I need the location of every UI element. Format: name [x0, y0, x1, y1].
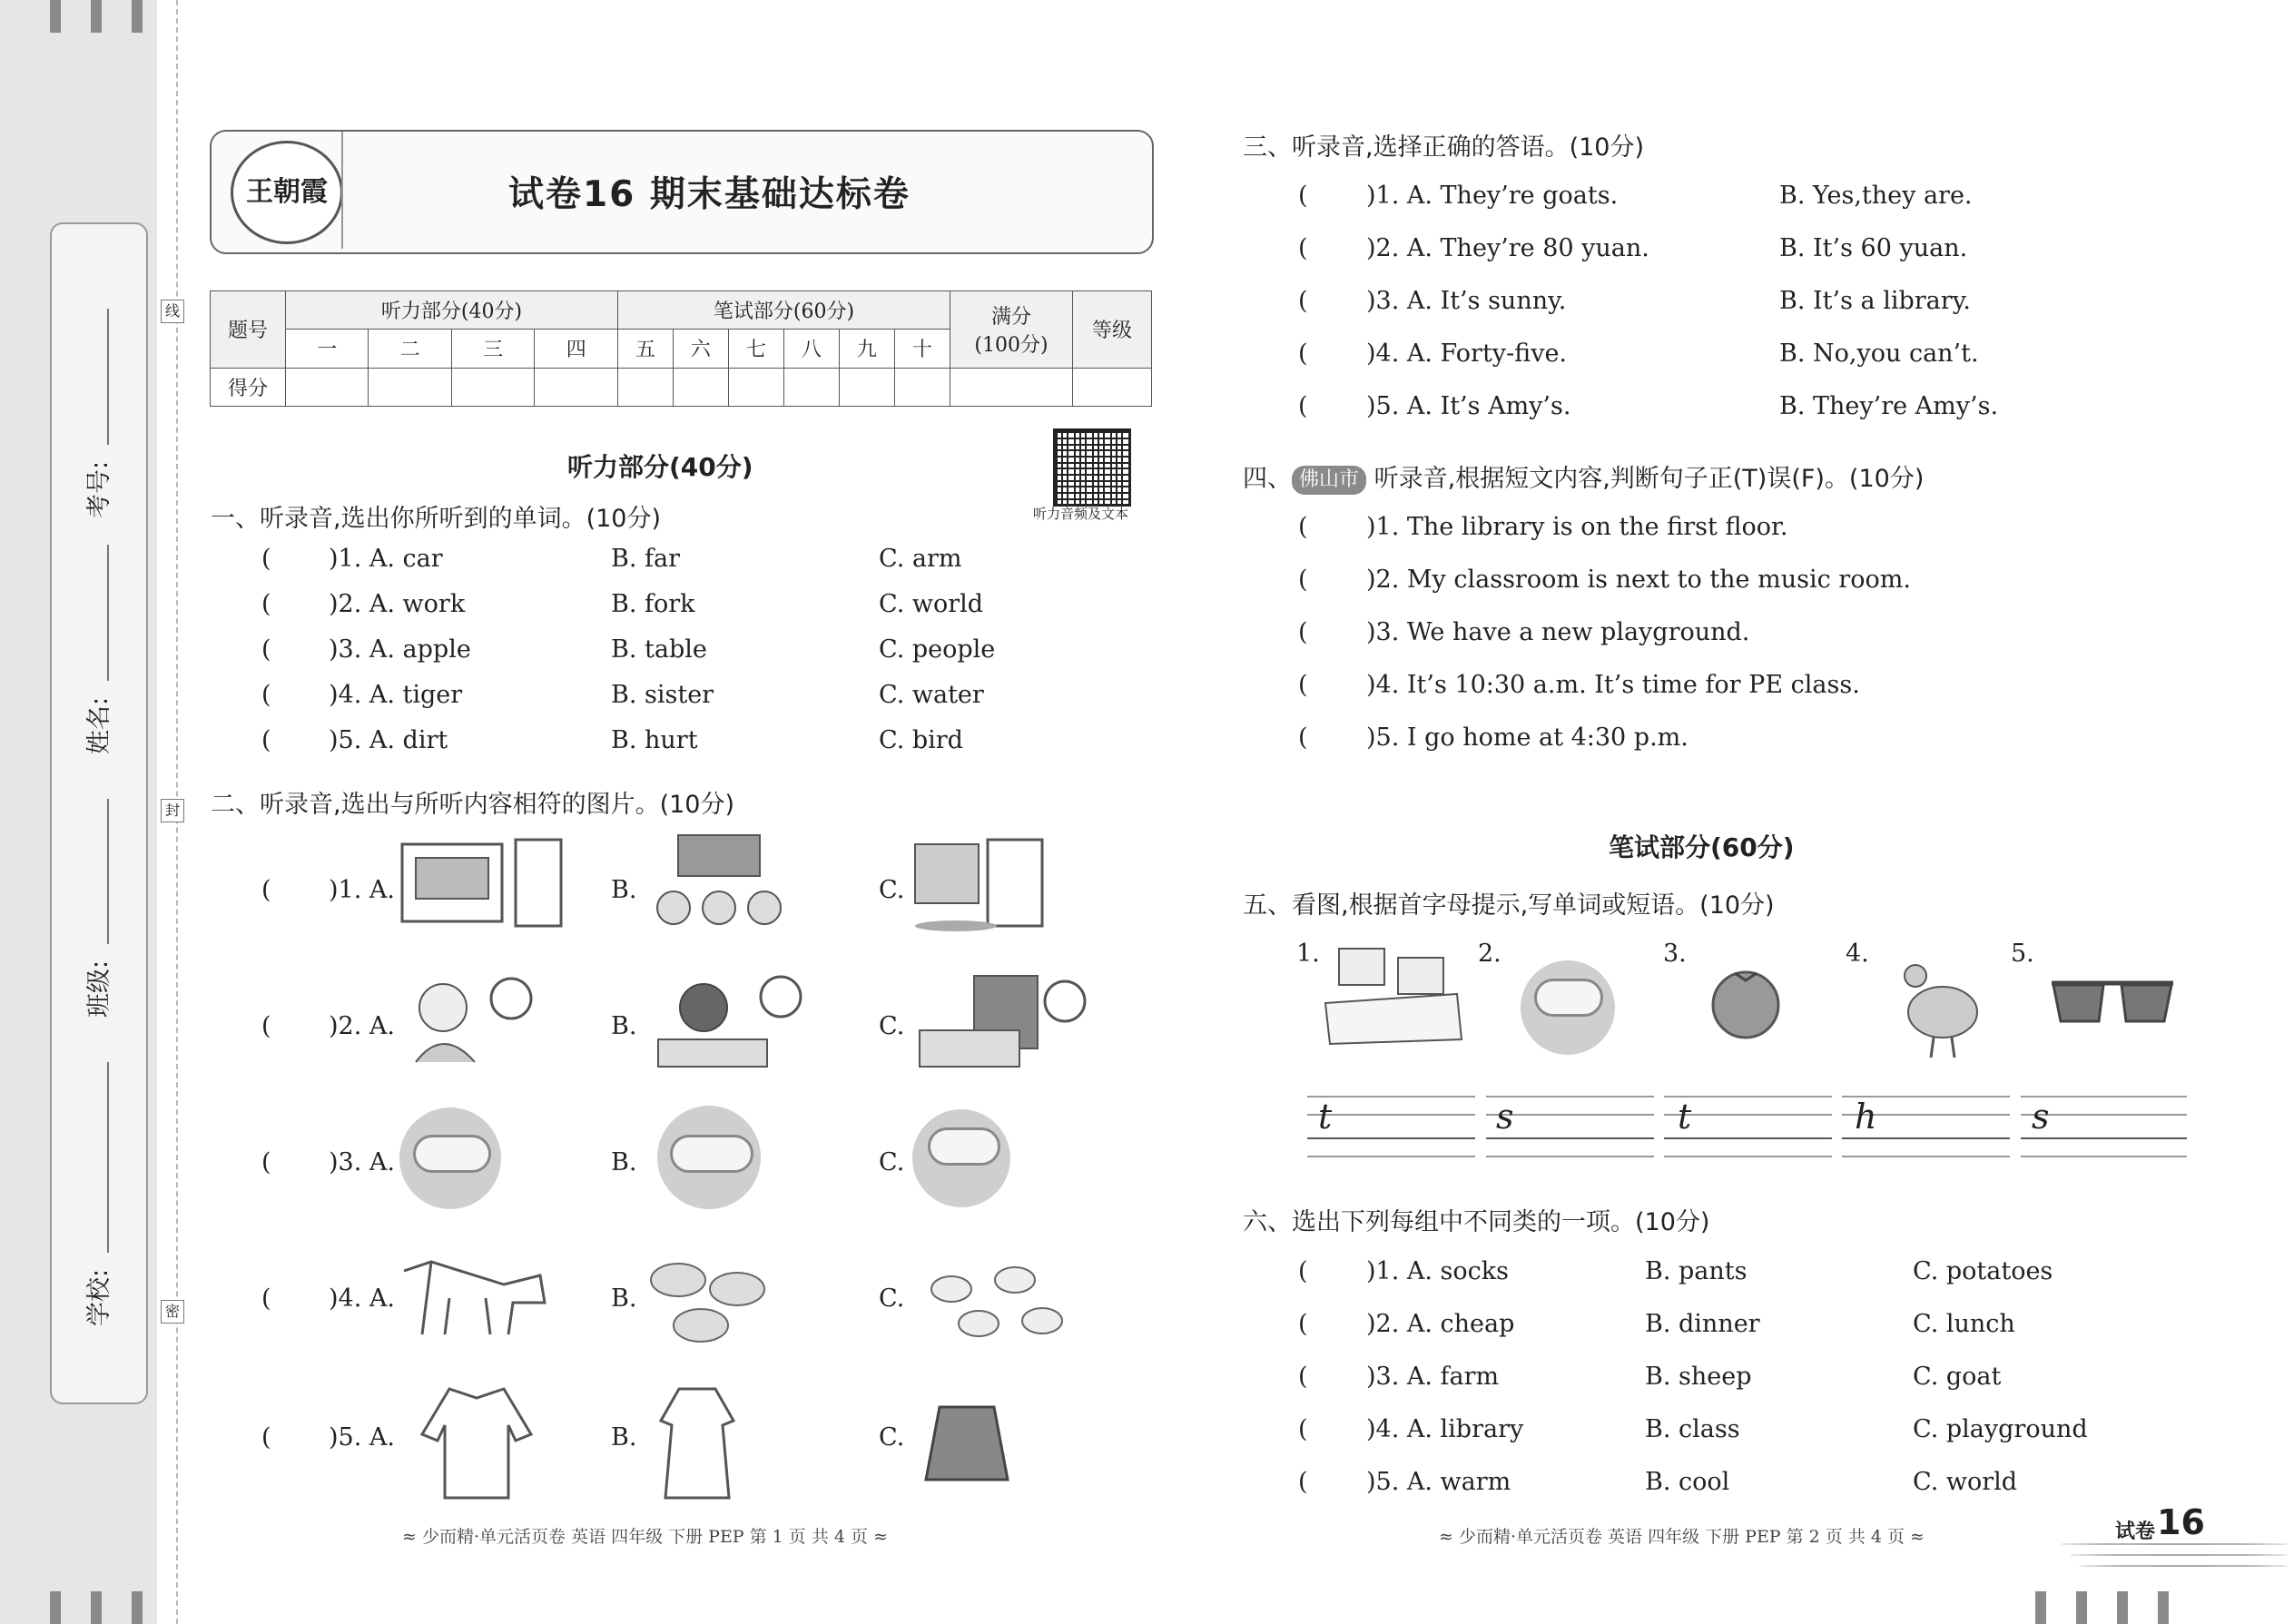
answer-paren[interactable]: (: [1298, 618, 1308, 646]
section-3-title: 三、听录音,选择正确的答语。(10分): [1243, 133, 1645, 162]
section-4-title: 四、 佛山市 听录音,根据短文内容,判断句子正(T)误(F)。(10分): [1243, 465, 1925, 493]
answer-paren[interactable]: (: [1298, 1363, 1308, 1391]
option-c: C. world: [879, 590, 984, 618]
exam-id-label: 考号:: [85, 460, 114, 519]
col-head: 六: [673, 330, 728, 368]
cloud-icon: [1534, 979, 1603, 1017]
writing-line: [1307, 1156, 1475, 1157]
region-tag: 佛山市: [1292, 466, 1366, 495]
option-b: B.: [611, 1012, 637, 1040]
answer-paren[interactable]: (: [1298, 1468, 1308, 1496]
dress-picture: [652, 1384, 743, 1502]
col-head: 五: [617, 330, 673, 368]
option-c: C. bird: [879, 726, 963, 754]
write-head: 笔试部分(60分): [617, 291, 950, 330]
question-1: )1. A. socks: [1366, 1257, 1509, 1285]
option-c: C. water: [879, 681, 984, 709]
question-1: )1. A. They’re goats.: [1366, 182, 1619, 210]
col-head: 十: [894, 330, 950, 368]
decorative-wave: [2061, 1543, 2288, 1545]
col-head: 四: [535, 330, 618, 368]
option-c: C.: [879, 1148, 905, 1176]
option-b: B. fork: [611, 590, 695, 618]
score-table: [210, 290, 1152, 407]
answer-paren[interactable]: (: [261, 876, 271, 904]
publisher-logo: 王朝霞: [231, 141, 343, 244]
answer-paren[interactable]: (: [1298, 392, 1308, 420]
writing-line: [1486, 1137, 1654, 1139]
corner-mark: [91, 0, 102, 33]
name-label: 姓名:: [85, 696, 114, 755]
writing-line: [1664, 1137, 1832, 1139]
paper-tag: 试卷: [2115, 1521, 2156, 1543]
answer-paren[interactable]: (: [1298, 340, 1308, 368]
listening-heading: 听力部分(40分): [567, 452, 753, 482]
class-field[interactable]: [107, 799, 109, 944]
score-cell[interactable]: [1073, 368, 1152, 406]
statement-2: )2. My classroom is next to the music room.: [1366, 566, 1911, 594]
girl-homework-picture: [640, 971, 803, 1076]
col-head: 一: [286, 330, 369, 368]
option-c: C. goat: [1913, 1363, 2002, 1391]
bedroom-picture: [911, 967, 1088, 1076]
writing-line: [1307, 1137, 1475, 1139]
option-c: C. people: [879, 635, 996, 664]
answer-paren[interactable]: (: [261, 726, 271, 754]
seal-char: 封: [161, 799, 184, 822]
writing-line: [1842, 1156, 2010, 1157]
answer-paren[interactable]: (: [1298, 1257, 1308, 1285]
school-field[interactable]: [107, 1062, 109, 1253]
student-info-panel: [50, 222, 148, 1404]
corner-mark: [50, 0, 61, 33]
option-b: B. class: [1645, 1415, 1740, 1443]
skirt-picture: [921, 1403, 1012, 1484]
option-b: B. It’s 60 yuan.: [1779, 234, 1968, 262]
question-4: )4. A. library: [1366, 1415, 1524, 1443]
option-c: C.: [879, 1284, 905, 1313]
tomato-icon: [1705, 962, 1787, 1039]
corner-mark: [2158, 1591, 2169, 1624]
section-6-title: 六、选出下列每组中不同类的一项。(10分): [1243, 1208, 1710, 1236]
option-c: C. arm: [879, 545, 962, 573]
seal-char: 密: [161, 1300, 184, 1324]
question-2: )2. A. work: [329, 590, 466, 618]
sheep-picture: [637, 1248, 792, 1348]
section-2-title: 二、听录音,选出与所听内容相符的图片。(10分): [211, 791, 735, 819]
question-3: )3. A. It’s sunny.: [1366, 287, 1567, 315]
option-b: B.: [611, 1423, 637, 1452]
picture-question-5: )5. A.: [329, 1423, 395, 1452]
picture-question-4: )4. A.: [329, 1284, 395, 1313]
question-3: )3. A. farm: [1366, 1363, 1500, 1391]
answer-paren[interactable]: (: [1298, 287, 1308, 315]
option-c: C.: [879, 876, 905, 904]
answer-paren[interactable]: (: [261, 1012, 271, 1040]
item-number: 4.: [1846, 940, 1869, 968]
score-cell[interactable]: [535, 368, 618, 406]
score-cell[interactable]: [286, 368, 369, 406]
writing-line: [1307, 1114, 1475, 1116]
col-head: 二: [369, 330, 451, 368]
item-number: 3.: [1663, 940, 1687, 968]
col-head: 七: [728, 330, 783, 368]
option-c: C.: [879, 1423, 905, 1452]
option-b: B.: [611, 876, 637, 904]
score-cell[interactable]: [783, 368, 839, 406]
cloud-icon: [928, 1127, 1000, 1166]
option-b: B. They’re Amy’s.: [1779, 392, 1999, 420]
item-number: 1.: [1296, 940, 1320, 968]
section-1-title: 一、听录音,选出你所听到的单词。(10分): [211, 505, 662, 533]
answer-paren[interactable]: (: [1298, 1415, 1308, 1443]
footer-right: ≈ 少而精·单元活页卷 英语 四年级 下册 PEP 第 2 页 共 4 页 ≈: [1439, 1527, 1925, 1547]
boy-eating-picture: [398, 971, 543, 1071]
room-picture: [398, 835, 566, 930]
name-field[interactable]: [107, 545, 109, 681]
corner-mark: [50, 1591, 61, 1624]
corner-mark: [2035, 1591, 2046, 1624]
option-b: B.: [611, 1284, 637, 1313]
option-b: B. sister: [611, 681, 714, 709]
col-head: 八: [783, 330, 839, 368]
writing-line: [1664, 1156, 1832, 1157]
question-2: )2. A. cheap: [1366, 1310, 1515, 1338]
cloud-icon: [670, 1135, 753, 1173]
item-number: 5.: [2011, 940, 2034, 968]
writing-line: [1842, 1137, 2010, 1139]
grade-head: 等级: [1073, 291, 1152, 369]
option-b: B. No,you can’t.: [1779, 340, 1979, 368]
score-cell[interactable]: [894, 368, 950, 406]
writing-line: [1307, 1096, 1475, 1097]
writing-line: [1486, 1156, 1654, 1157]
option-c: C. lunch: [1913, 1310, 2015, 1338]
answer-paren[interactable]: (: [261, 1423, 271, 1452]
option-b: B. hurt: [611, 726, 698, 754]
answer-paren[interactable]: (: [1298, 1310, 1308, 1338]
score-cell[interactable]: [673, 368, 728, 406]
qr-caption: 听力音频及文本: [1033, 506, 1129, 522]
classroom-picture: [646, 831, 792, 930]
exam-id-field[interactable]: [107, 309, 109, 445]
statement-4: )4. It’s 10:30 a.m. It’s time for PE class.: [1366, 671, 1860, 699]
question-1: )1. A. car: [329, 545, 443, 573]
option-c: C. playground: [1913, 1415, 2088, 1443]
question-3: )3. A. apple: [329, 635, 471, 664]
option-b: B. It’s a library.: [1779, 287, 1971, 315]
hen-icon: [1893, 958, 1984, 1062]
corner-mark: [91, 1591, 102, 1624]
picture-question-3: )3. A.: [329, 1148, 395, 1176]
answer-word-1[interactable]: t: [1318, 1097, 1333, 1137]
score-cell[interactable]: [451, 368, 534, 406]
option-b: B. pants: [1645, 1257, 1748, 1285]
corner-mark: [2076, 1591, 2087, 1624]
question-5: )5. A. It’s Amy’s.: [1366, 392, 1571, 420]
sunglasses-icon: [2044, 976, 2181, 1030]
decorative-wave: [2079, 1565, 2288, 1567]
answer-paren[interactable]: (: [261, 1284, 271, 1313]
question-5: )5. A. dirt: [329, 726, 448, 754]
option-b: B. dinner: [1645, 1310, 1760, 1338]
corner-mark: [132, 0, 143, 33]
score-cell[interactable]: [950, 368, 1073, 406]
option-c: C. world: [1913, 1468, 2018, 1496]
full-head: 满分 (100分): [950, 291, 1073, 369]
option-c: C. potatoes: [1913, 1257, 2053, 1285]
paper-number: 16: [2157, 1502, 2205, 1542]
statement-3: )3. We have a new playground.: [1366, 618, 1750, 646]
answer-word-2[interactable]: s: [1496, 1097, 1514, 1137]
picture-question-2: )2. A.: [329, 1012, 395, 1040]
hens-picture: [915, 1253, 1069, 1343]
question-4: )4. A. Forty-five.: [1366, 340, 1568, 368]
col-head: 三: [451, 330, 534, 368]
decorative-wave: [2070, 1554, 2288, 1556]
section-5-title: 五、看图,根据首字母提示,写单词或短语。(10分): [1243, 891, 1775, 920]
answer-paren[interactable]: (: [1298, 234, 1308, 262]
score-cell[interactable]: [617, 368, 673, 406]
class-label: 班级:: [85, 960, 114, 1019]
answer-paren[interactable]: (: [261, 545, 271, 573]
door-picture: [911, 835, 1047, 935]
answer-paren[interactable]: (: [1298, 723, 1308, 752]
question-5: )5. A. warm: [1366, 1468, 1511, 1496]
shirt-picture: [418, 1384, 536, 1502]
writing-line: [2021, 1156, 2187, 1157]
footer-left: ≈ 少而精·单元活页卷 英语 四年级 下册 PEP 第 1 页 共 4 页 ≈: [402, 1527, 888, 1547]
statement-5: )5. I go home at 4:30 p.m.: [1366, 723, 1689, 752]
answer-word-5[interactable]: s: [2032, 1097, 2050, 1137]
horses-picture: [395, 1248, 554, 1339]
option-b: B. table: [611, 635, 707, 664]
score-row-head: 得分: [211, 368, 286, 406]
cloud-icon: [413, 1135, 491, 1173]
corner-mark: [132, 1591, 143, 1624]
option-b: B. sheep: [1645, 1363, 1752, 1391]
school-label: 学校:: [85, 1268, 114, 1327]
statement-1: )1. The library is on the first floor.: [1366, 513, 1788, 541]
answer-word-4[interactable]: h: [1855, 1097, 1877, 1137]
score-cell[interactable]: [369, 368, 451, 406]
score-cell[interactable]: [839, 368, 894, 406]
option-b: B. Yes,they are.: [1779, 182, 1973, 210]
option-b: B.: [611, 1148, 637, 1176]
question-4: )4. A. tiger: [329, 681, 463, 709]
question-2: )2. A. They’re 80 yuan.: [1366, 234, 1649, 262]
page-title: 试卷16 期末基础达标卷: [508, 174, 911, 215]
answer-paren[interactable]: (: [1298, 566, 1308, 594]
item-number: 2.: [1478, 940, 1501, 968]
answer-paren[interactable]: (: [1298, 671, 1308, 699]
writing-line: [2021, 1137, 2187, 1139]
seal-char: 线: [161, 300, 184, 323]
answer-word-3[interactable]: t: [1678, 1097, 1692, 1137]
answer-paren[interactable]: (: [1298, 513, 1308, 541]
option-c: C.: [879, 1012, 905, 1040]
listen-head: 听力部分(40分): [286, 291, 618, 330]
picture-question-1: )1. A.: [329, 876, 395, 904]
computer-room-picture: [1321, 940, 1466, 1048]
option-b: B. far: [611, 545, 681, 573]
answer-paren[interactable]: (: [261, 635, 271, 664]
writing-heading: 笔试部分(60分): [1609, 832, 1795, 862]
answer-paren[interactable]: (: [261, 590, 271, 618]
answer-paren[interactable]: (: [261, 1148, 271, 1176]
divider: [341, 132, 343, 249]
answer-paren[interactable]: (: [1298, 182, 1308, 210]
answer-paren[interactable]: (: [261, 681, 271, 709]
score-cell[interactable]: [728, 368, 783, 406]
qr-code[interactable]: [1053, 428, 1131, 507]
col-head: 九: [839, 330, 894, 368]
row-head: 题号: [211, 291, 286, 369]
corner-mark: [2117, 1591, 2128, 1624]
option-b: B. cool: [1645, 1468, 1730, 1496]
